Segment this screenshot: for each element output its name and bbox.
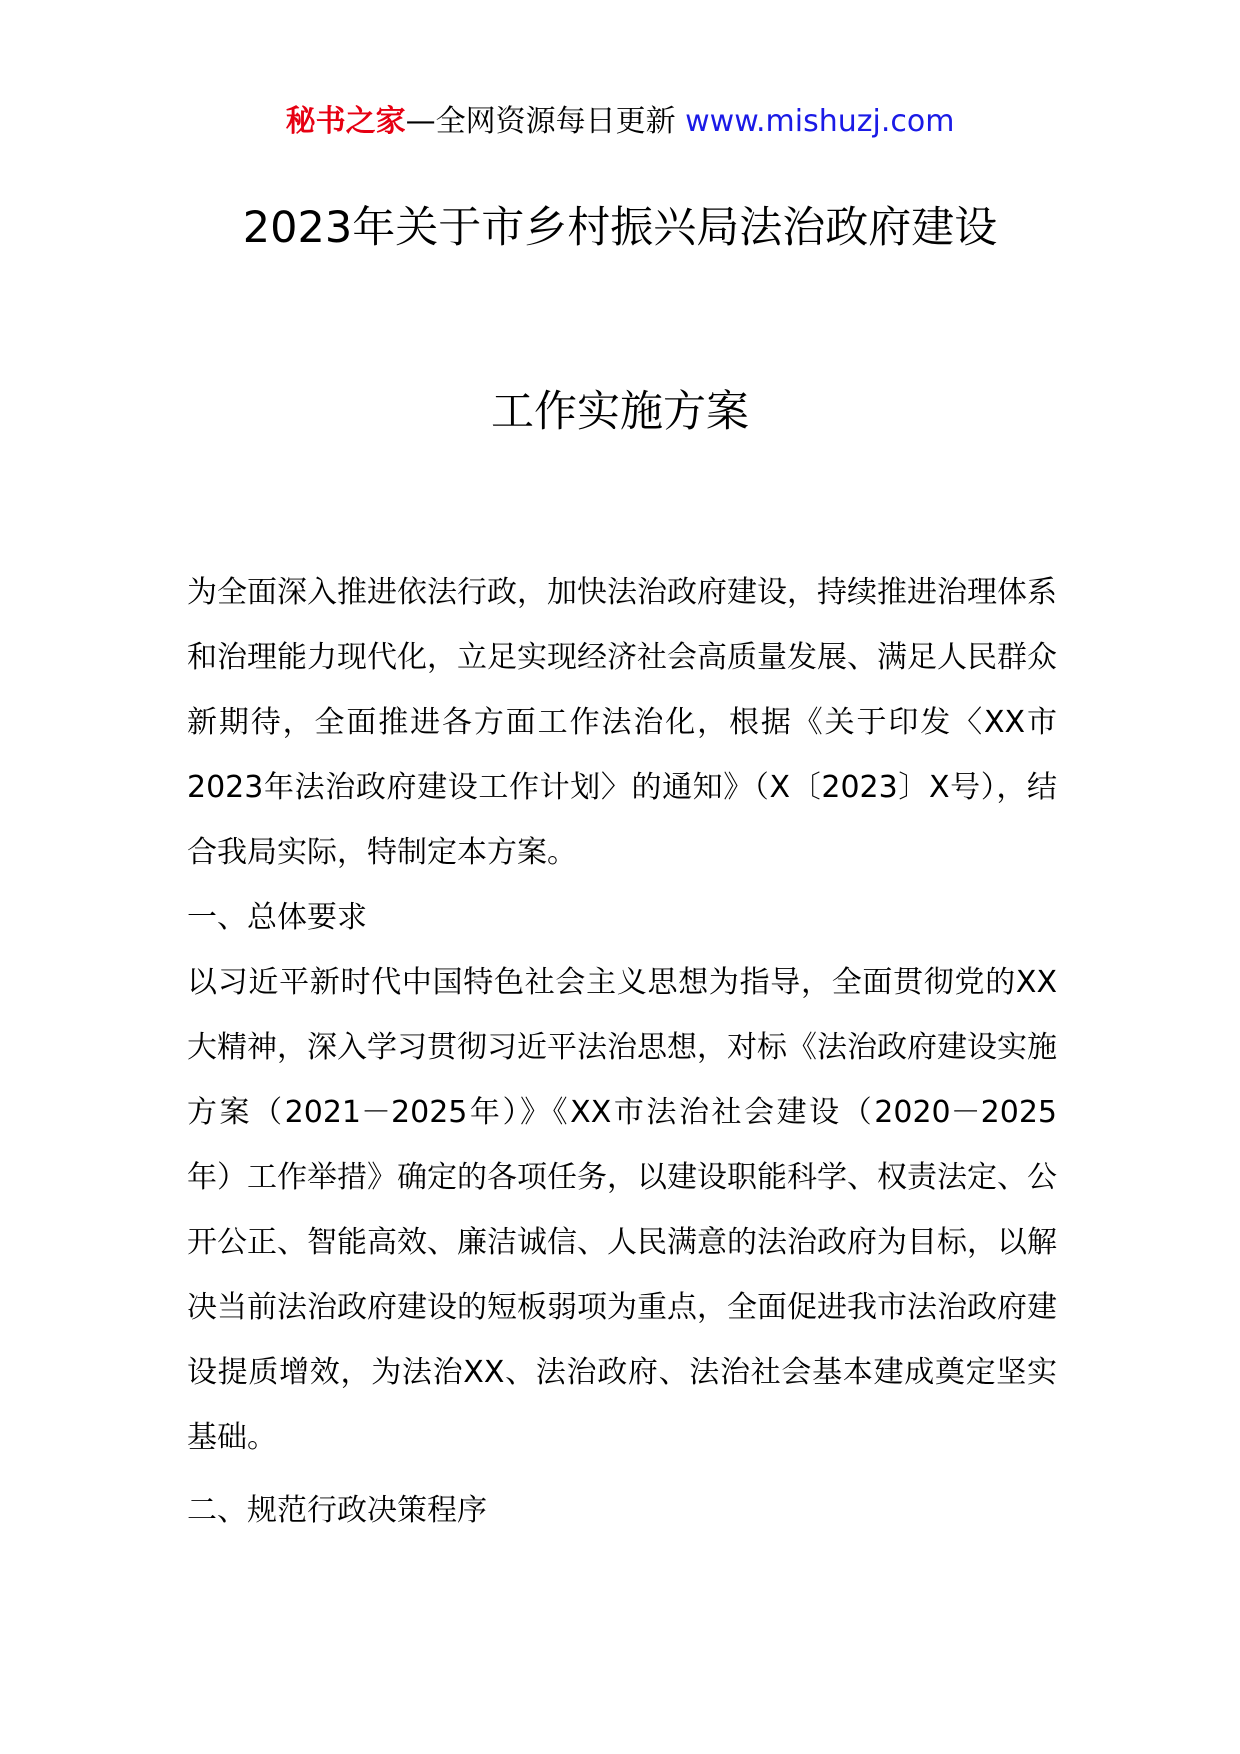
brand-name: 秘书之家 [285,104,406,139]
section-1-heading: 一、总体要求 [187,900,367,935]
document-body [187,560,1057,1543]
site-header [0,100,1240,144]
document-title-line-1: 2023年关于市乡村振兴局法治政府建设 [242,203,998,253]
section-1-paragraph: 以习近平新时代中国特色社会主义思想为指导，全面贯彻党的XX大精神，深入学习贯彻习近平法治思想，对标《法治政府建设实施方案（2021－2025年）》《XX市法治社会建设（2020－2025年）工作举措》确定的各项任务，以建设职能科学、权责法定、公开公正、智能高效、廉洁诚信、人民满意的法治政府为目标，以解决当前法治政府建设的短板弱项为重点，全面促进我市法治政府建设提质增效，为法治XX、法治政府、法治社会基本建成奠定坚实基础。 [187,965,1057,1455]
intro-paragraph: 为全面深入推进依法行政，加快法治政府建设，持续推进治理体系和治理能力现代化，立足实现经济社会高质量发展、满足人民群众新期待，全面推进各方面工作法治化，根据《关于印发〈XX市2023年法治政府建设工作计划〉的通知》（X〔2023〕X号），结合我局实际，特制定本方案。 [187,575,1057,870]
document-title-line-2: 工作实施方案 [491,387,749,437]
site-url-link[interactable]: www.mishuzj.com [685,104,955,139]
header-slogan: —全网资源每日更新 [405,104,686,139]
section-2-heading: 二、规范行政决策程序 [187,1493,487,1528]
